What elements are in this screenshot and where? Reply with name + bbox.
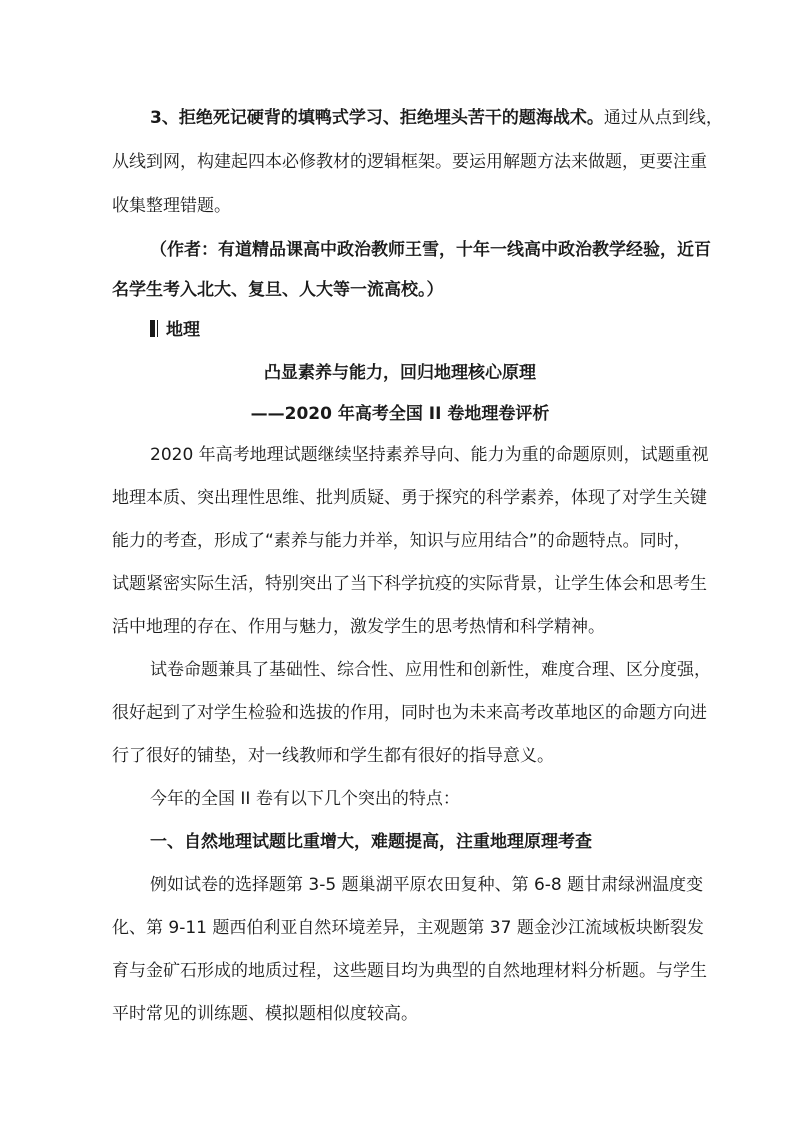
section3-line3: 收集整理错题。: [112, 196, 231, 216]
para2-line: 行了很好的铺垫，对一线教师和学生都有很好的指导意义。: [112, 746, 554, 766]
para1-line: 2020 年高考地理试题继续坚持素养导向、能力为重的命题原则，试题重视: [150, 445, 709, 465]
para3: 今年的全国 II 卷有以下几个突出的特点：: [150, 789, 460, 809]
article-subtitle: ——2020 年高考全国 II 卷地理卷评析: [250, 404, 550, 424]
section-heading-label: 地理: [166, 320, 200, 340]
section3-line1: [150, 106, 723, 130]
para2-line: 很好起到了对学生检验和选拔的作用，同时也为未来高考改革地区的命题方向进: [112, 703, 707, 723]
article-title: 凸显素养与能力，回归地理核心原理: [264, 363, 536, 383]
section3-line2: 从线到网，构建起四本必修教材的逻辑框架。要运用解题方法来做题，更要注重: [112, 152, 707, 172]
para4-line: 化、第 9-11 题西伯利亚自然环境差异，主观题第 37 题金沙江流域板块断裂发: [112, 918, 704, 938]
point1-heading: 一、自然地理试题比重增大，难题提高，注重地理原理考查: [150, 832, 592, 852]
para4-line: 平时常见的训练题、模拟题相似度较高。: [112, 1004, 418, 1024]
para1-line: 试题紧密实际生活，特别突出了当下科学抗疫的实际背景，让学生体会和思考生: [112, 574, 707, 594]
para1-line: 能力的考查，形成了“素养与能力并举，知识与应用结合”的命题特点。同时，: [112, 531, 691, 551]
para4-line: 例如试卷的选择题第 3-5 题巢湖平原农田复种、第 6-8 题甘肃绿洲温度变: [150, 875, 704, 895]
para4-line: 育与金矿石形成的地质过程，这些题目均为典型的自然地理材料分析题。与学生: [112, 961, 707, 981]
section3-bold-lead: 3、拒绝死记硬背的填鸭式学习、拒绝埋头苦干的题海战术。: [150, 108, 604, 128]
author-note-line2: 名学生考入北大、复旦、人大等一流高校。）: [112, 280, 444, 300]
para1-line: 活中地理的存在、作用与魅力，激发学生的思考热情和科学精神。: [112, 617, 605, 637]
heading-bar-icon: [150, 320, 155, 337]
para1-line: 地理本质、突出理性思维、批判质疑、勇于探究的科学素养，体现了对学生关键: [112, 488, 707, 508]
section-heading-geography: [150, 318, 200, 342]
heading-divider-icon: [157, 320, 158, 337]
section3-lead-rest: 通过从点到线，: [603, 108, 723, 128]
author-note-line1: （作者：有道精品课高中政治教师王雪，十年一线高中政治教学经验，近百: [150, 240, 711, 260]
para2-line: 试卷命题兼具了基础性、综合性、应用性和创新性，难度合理、区分度强，: [150, 660, 711, 680]
